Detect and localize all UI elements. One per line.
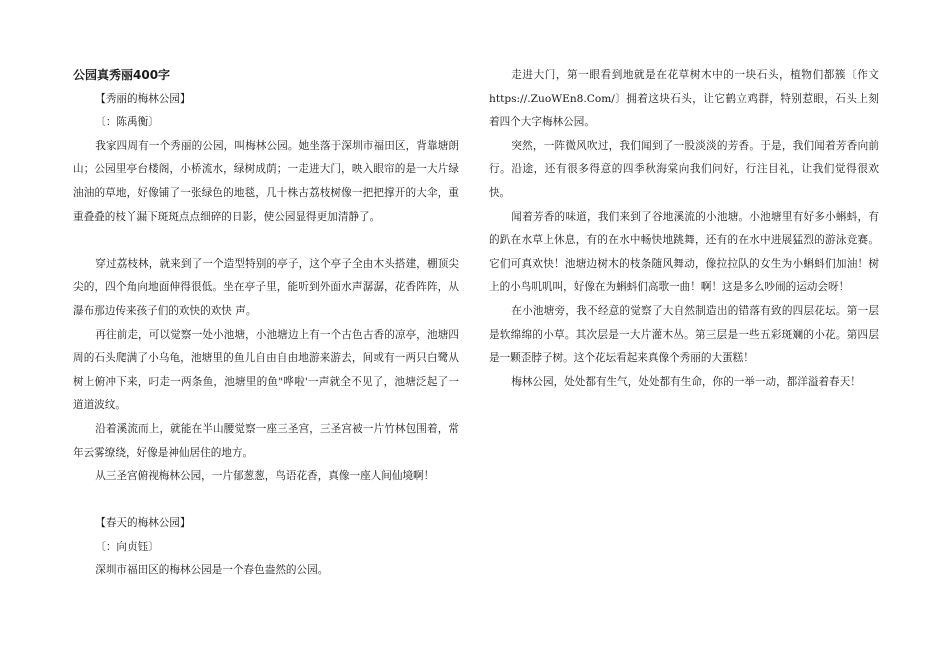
paragraph: 深圳市福田区的梅林公园是一个春色盎然的公园。 [95, 564, 329, 577]
blank-line [73, 489, 459, 513]
paragraph: 我家四周有一个秀丽的公园，叫梅林公园。她坐落于深圳市福田区，背靠塘朗山；公园里亭台楼阁，小桥流水，绿树成荫；一走进大门，映入眼帘的是一大片绿油油的草地，好像铺了一张绿色的地毯，几十株古荔枝树像一把把撑开的大伞，重重叠叠的枝丫漏下斑斑点点细碎的日影，使公园显得更加清静了。 [73, 139, 459, 223]
paragraph: 梅林公园，处处都有生气，处处都有生命，你的一举一动，都洋溢着春天！ [511, 375, 861, 388]
paragraph: 闻着芳香的味道，我们来到了谷地溪流的小池塘。小池塘里有好多小蝌蚪，有的趴在水草上休息，有的在水中畅快地跳舞，还有的在水中进展猛烈的游泳竞赛。它们可真欢快！池塘边树木的枝条随风舞动，像拉拉队的女生为小蝌蚪们加油！树上的小鸟叽叽叫，好像在为蝌蚪们高歌一曲！啊！这是多么吵闹的运动会呀！ [489, 210, 879, 294]
right-column [489, 64, 879, 394]
author-line: 〔：向贞钰〕 [95, 540, 159, 553]
paragraph: 再往前走，可以觉察一处小池塘，小池塘边上有一个古色古香的凉亭，池塘四周的石头爬满了小乌龟，池塘里的鱼儿自由自由地游来游去，间或有一两只白鹭从树上俯冲下来，叼走一两条鱼，池塘里的鱼"哗啦'一声就全不见了，池塘泛起了一道道波纹。 [73, 328, 459, 412]
paragraph: 走进大门，第一眼看到地就是在花草树木中的一块石头，植物们都簇〔作文https://.ZuoWEn8.Com/〕拥着这块石头，让它鹤立鸡群，特别惹眼，石头上刻着四个大字梅林公园。 [489, 69, 879, 129]
section-heading: 【春天的梅林公园】 [95, 517, 191, 530]
paragraph: 沿着溪流而上，就能在半山腰觉察一座三圣宫，三圣宫被一片竹林包围着，常年云雾缭绕，好像是神仙居住的地方。 [73, 422, 459, 459]
document-title: 公园真秀丽400字 [73, 68, 171, 82]
paragraph: 从三圣宫俯视梅林公园，一片郁葱葱，鸟语花香，真像一座人间仙境啊！ [95, 470, 435, 483]
paragraph: 突然，一阵微风吹过，我们闻到了一股淡淡的芳香。于是，我们闻着芳香向前行。沿途，还有很多得意的四季秋海棠向我们问好，行注目礼，让我们觉得很欢快。 [489, 139, 879, 199]
section-heading: 【秀丽的梅林公园】 [95, 92, 191, 105]
blank-line [73, 229, 459, 253]
paragraph: 穿过荔枝林，就来到了一个造型特别的亭子，这个亭子全由木头搭建，棚顶尖尖的，四个角向地面伸得很低。坐在亭子里，能听到外面水声潺潺，花香阵阵，从瀑布那边传来孩子们的欢快的欢快 声。 [73, 257, 459, 317]
paragraph: 在小池塘旁，我不经意的觉察了大自然制造出的错落有致的四层花坛。第一层是软绵绵的小草。其次层是一大片灌木丛。第三层是一些五彩斑斓的小花。第四层是一颗歪脖子树。这个花坛看起来真像个秀丽的大蛋糕！ [489, 304, 879, 365]
author-line: 〔：陈禹衡〕 [95, 116, 159, 129]
left-column [73, 64, 459, 583]
